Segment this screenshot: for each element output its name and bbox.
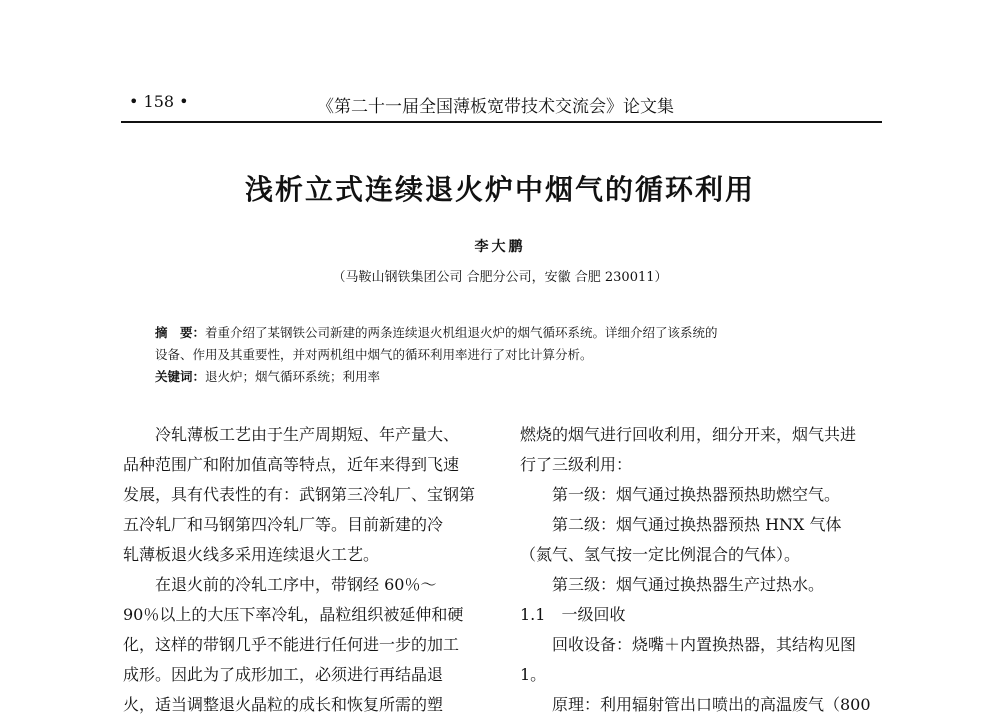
paper-title: 浅析立式连续退火炉中烟气的循环利用 — [244, 173, 755, 206]
left-line: 化，这样的带钢几乎不能进行任何进一步的加工 — [123, 635, 460, 654]
left-line: 五冷轧厂和马钢第四冷轧厂等。目前新建的冷 — [123, 515, 444, 534]
abstract-line-1 — [155, 322, 855, 344]
affiliation: （马鞍山钢铁集团公司 合肥分公司，安徽 合肥 230011） — [332, 270, 668, 285]
left-line: 在退火前的冷轧工序中，带钢经 60％～ — [155, 575, 437, 594]
left-line: 品种范围广和附加值高等特点，近年来得到飞速 — [123, 455, 460, 474]
left-line: 冷轧薄板工艺由于生产周期短、年产量大、 — [155, 425, 460, 444]
running-header — [121, 92, 882, 120]
abstract-label: 摘 要： — [155, 325, 206, 340]
left-column — [123, 420, 489, 720]
right-line: 原理：利用辐射管出口喷出的高温废气（800 — [552, 695, 871, 714]
left-line: 发展，具有代表性的有：武钢第三冷轧厂、宝钢第 — [123, 485, 476, 504]
right-line: 回收设备：烧嘴＋内置换热器，其结构见图 — [552, 635, 857, 654]
right-line: （氮气、氢气按一定比例混合的气体）。 — [520, 545, 801, 564]
left-line: 火，适当调整退火晶粒的成长和恢复所需的塑 — [123, 695, 444, 714]
journal-title: 《第二十一届全国薄板宽带技术交流会》论文集 — [317, 97, 674, 117]
abstract-block — [155, 322, 855, 388]
abstract-text-1: 着重介绍了某钢铁公司新建的两条连续退火机组退火炉的烟气循环系统。详细介绍了该系统的 — [205, 325, 718, 340]
section-heading: 1.1 一级回收 — [520, 605, 626, 624]
right-line: 第一级：烟气通过换热器预热助燃空气。 — [552, 485, 841, 504]
keywords-text: 退火炉；烟气循环系统；利用率 — [205, 369, 381, 384]
page-number: • 158 • — [129, 92, 189, 111]
header-rule — [121, 121, 882, 123]
abstract-line-2: 设备、作用及其重要性，并对两机组中烟气的循环利用率进行了对比计算分析。 — [155, 347, 593, 362]
right-line: 第二级：烟气通过换热器预热 HNX 气体 — [552, 515, 842, 534]
left-line: 轧薄板退火线多采用连续退火工艺。 — [123, 545, 380, 564]
left-line: 成形。因此为了成形加工，必须进行再结晶退 — [123, 665, 444, 684]
right-line: 1。 — [520, 665, 547, 684]
right-line: 第三级：烟气通过换热器生产过热水。 — [552, 575, 825, 594]
right-column — [520, 420, 886, 720]
right-line: 行了三级利用： — [520, 455, 633, 474]
keywords-line — [155, 366, 855, 388]
keywords-label: 关键词： — [155, 369, 206, 384]
author: 李大鹏 — [474, 239, 526, 255]
right-line: 燃烧的烟气进行回收利用，细分开来，烟气共进 — [520, 425, 857, 444]
left-line: 90％以上的大压下率冷轧，晶粒组织被延伸和硬 — [123, 605, 464, 624]
